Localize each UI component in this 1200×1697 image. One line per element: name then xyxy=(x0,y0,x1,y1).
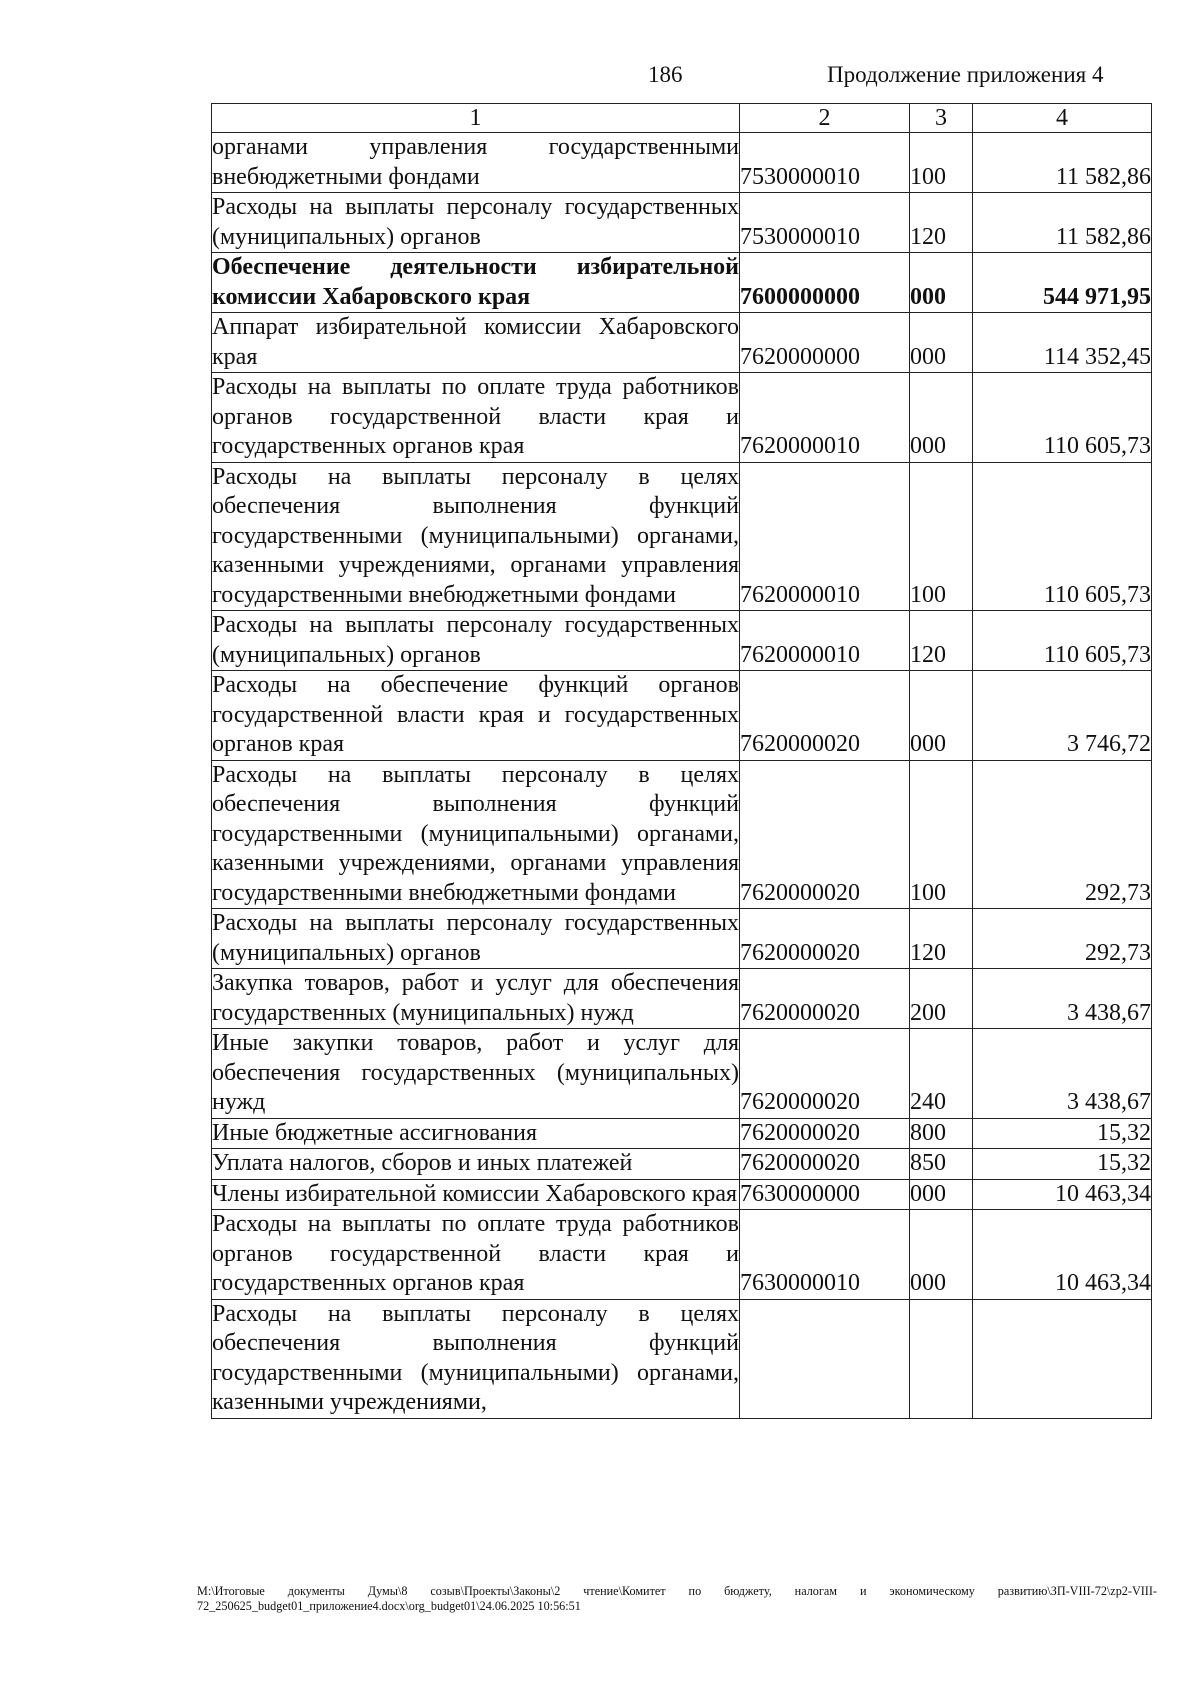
table-row xyxy=(212,611,1152,671)
row-code-cell: 7620000010 xyxy=(740,611,910,671)
row-amount-cell: 544 971,95 xyxy=(973,253,1152,313)
row-code-cell: 7620000020 xyxy=(740,909,910,969)
row-code-cell: 7620000010 xyxy=(740,462,910,611)
row-name-cell: Иные бюджетные ассигнования xyxy=(212,1118,740,1149)
row-amount-cell: 10 463,34 xyxy=(973,1179,1152,1210)
row-name-cell: Члены избирательной комиссии Хабаровского края xyxy=(212,1179,740,1210)
table-row xyxy=(212,1179,1152,1210)
row-code-cell: 7620000020 xyxy=(740,1149,910,1180)
column-header-name: 1 xyxy=(212,104,740,133)
row-code-cell: 7620000020 xyxy=(740,969,910,1029)
row-name-cell: Расходы на выплаты персоналу государственных (муниципальных) органов xyxy=(212,611,740,671)
row-name-cell: Расходы на выплаты персоналу государственных (муниципальных) органов xyxy=(212,909,740,969)
page-header xyxy=(0,58,1200,98)
row-code-cell: 7620000000 xyxy=(740,313,910,373)
row-code-cell: 7620000020 xyxy=(740,671,910,761)
row-amount-cell: 110 605,73 xyxy=(973,611,1152,671)
row-name-cell: Расходы на выплаты по оплате труда работников органов государственной власти края и государственных органов края xyxy=(212,373,740,463)
row-expense-type-cell: 100 xyxy=(910,760,973,909)
table-row xyxy=(212,462,1152,611)
page-number: 186 xyxy=(648,62,683,87)
row-name-cell: Аппарат избирательной комиссии Хабаровского края xyxy=(212,313,740,373)
row-amount-cell: 3 438,67 xyxy=(973,969,1152,1029)
row-code-cell: 7620000010 xyxy=(740,373,910,463)
column-header-type: 3 xyxy=(910,104,973,133)
table-row xyxy=(212,1118,1152,1149)
row-amount-cell: 15,32 xyxy=(973,1149,1152,1180)
appendix-continuation-label: Продолжение приложения 4 xyxy=(827,62,1104,87)
table-row xyxy=(212,253,1152,313)
row-expense-type-cell: 000 xyxy=(910,373,973,463)
row-code-cell: 7620000020 xyxy=(740,1029,910,1119)
row-name-cell: органами управления государственными внебюджетными фондами xyxy=(212,133,740,193)
row-amount-cell xyxy=(973,1299,1152,1418)
table-row xyxy=(212,1149,1152,1180)
table-row xyxy=(212,373,1152,463)
row-name-cell: Расходы на выплаты персоналу в целях обеспечения выполнения функций государственными (муниципальными) органами, казенными учреждениями, органами управления государственными внебюджетными фондами xyxy=(212,462,740,611)
row-amount-cell: 15,32 xyxy=(973,1118,1152,1149)
table-row xyxy=(212,1299,1152,1418)
row-name-cell: Расходы на обеспечение функций органов государственной власти края и государственных органов края xyxy=(212,671,740,761)
row-expense-type-cell: 000 xyxy=(910,253,973,313)
row-amount-cell: 3 438,67 xyxy=(973,1029,1152,1119)
row-name-cell: Обеспечение деятельности избирательной комиссии Хабаровского края xyxy=(212,253,740,313)
row-amount-cell: 292,73 xyxy=(973,760,1152,909)
column-header-amount: 4 xyxy=(973,104,1152,133)
table-row xyxy=(212,193,1152,253)
row-amount-cell: 11 582,86 xyxy=(973,133,1152,193)
row-amount-cell: 114 352,45 xyxy=(973,313,1152,373)
table-row xyxy=(212,133,1152,193)
row-amount-cell: 110 605,73 xyxy=(973,373,1152,463)
row-expense-type-cell: 000 xyxy=(910,1179,973,1210)
row-expense-type-cell: 240 xyxy=(910,1029,973,1119)
row-name-cell: Расходы на выплаты по оплате труда работников органов государственной власти края и государственных органов края xyxy=(212,1210,740,1300)
row-expense-type-cell: 100 xyxy=(910,133,973,193)
row-code-cell: 7600000000 xyxy=(740,253,910,313)
row-code-cell: 7620000020 xyxy=(740,1118,910,1149)
row-expense-type-cell: 000 xyxy=(910,671,973,761)
row-code-cell: 7620000020 xyxy=(740,760,910,909)
row-code-cell xyxy=(740,1299,910,1418)
row-code-cell: 7630000000 xyxy=(740,1179,910,1210)
row-expense-type-cell: 120 xyxy=(910,909,973,969)
row-amount-cell: 11 582,86 xyxy=(973,193,1152,253)
row-name-cell: Расходы на выплаты персоналу государственных (муниципальных) органов xyxy=(212,193,740,253)
row-expense-type-cell: 000 xyxy=(910,1210,973,1300)
row-amount-cell: 110 605,73 xyxy=(973,462,1152,611)
row-name-cell: Закупка товаров, работ и услуг для обеспечения государственных (муниципальных) нужд xyxy=(212,969,740,1029)
row-expense-type-cell: 000 xyxy=(910,313,973,373)
column-header-code: 2 xyxy=(740,104,910,133)
row-name-cell: Иные закупки товаров, работ и услуг для обеспечения государственных (муниципальных) нужд xyxy=(212,1029,740,1119)
row-name-cell: Расходы на выплаты персоналу в целях обеспечения выполнения функций государственными (муниципальными) органами, казенными учреждениями, органами управления государственными внебюджетными фондами xyxy=(212,760,740,909)
table-row xyxy=(212,760,1152,909)
row-expense-type-cell: 200 xyxy=(910,969,973,1029)
row-expense-type-cell: 800 xyxy=(910,1118,973,1149)
row-expense-type-cell: 100 xyxy=(910,462,973,611)
table-row xyxy=(212,969,1152,1029)
row-amount-cell: 3 746,72 xyxy=(973,671,1152,761)
row-code-cell: 7530000010 xyxy=(740,193,910,253)
table-row xyxy=(212,671,1152,761)
row-name-cell: Уплата налогов, сборов и иных платежей xyxy=(212,1149,740,1180)
budget-table xyxy=(211,103,1152,1419)
table-row xyxy=(212,1029,1152,1119)
document-path-footer: M:\Итоговые документы Думы\8 созыв\Проекты\Законы\2 чтение\Комитет по бюджету, налогам и экономическому развитию\ЗП-VIII-72\zp2-VIII-72_250625_budget01_приложение4.docx\org_budget01\24.06.2025 10:56:51 xyxy=(197,1584,1157,1613)
table-row xyxy=(212,1210,1152,1300)
row-code-cell: 7530000010 xyxy=(740,133,910,193)
row-amount-cell: 292,73 xyxy=(973,909,1152,969)
row-expense-type-cell: 120 xyxy=(910,193,973,253)
row-amount-cell: 10 463,34 xyxy=(973,1210,1152,1300)
table-header-row xyxy=(212,104,1152,133)
row-expense-type-cell: 120 xyxy=(910,611,973,671)
row-expense-type-cell: 850 xyxy=(910,1149,973,1180)
table-row xyxy=(212,909,1152,969)
row-code-cell: 7630000010 xyxy=(740,1210,910,1300)
row-name-cell: Расходы на выплаты персоналу в целях обеспечения выполнения функций государственными (муниципальными) органами, казенными учреждениями, xyxy=(212,1299,740,1418)
table-row xyxy=(212,313,1152,373)
row-expense-type-cell xyxy=(910,1299,973,1418)
